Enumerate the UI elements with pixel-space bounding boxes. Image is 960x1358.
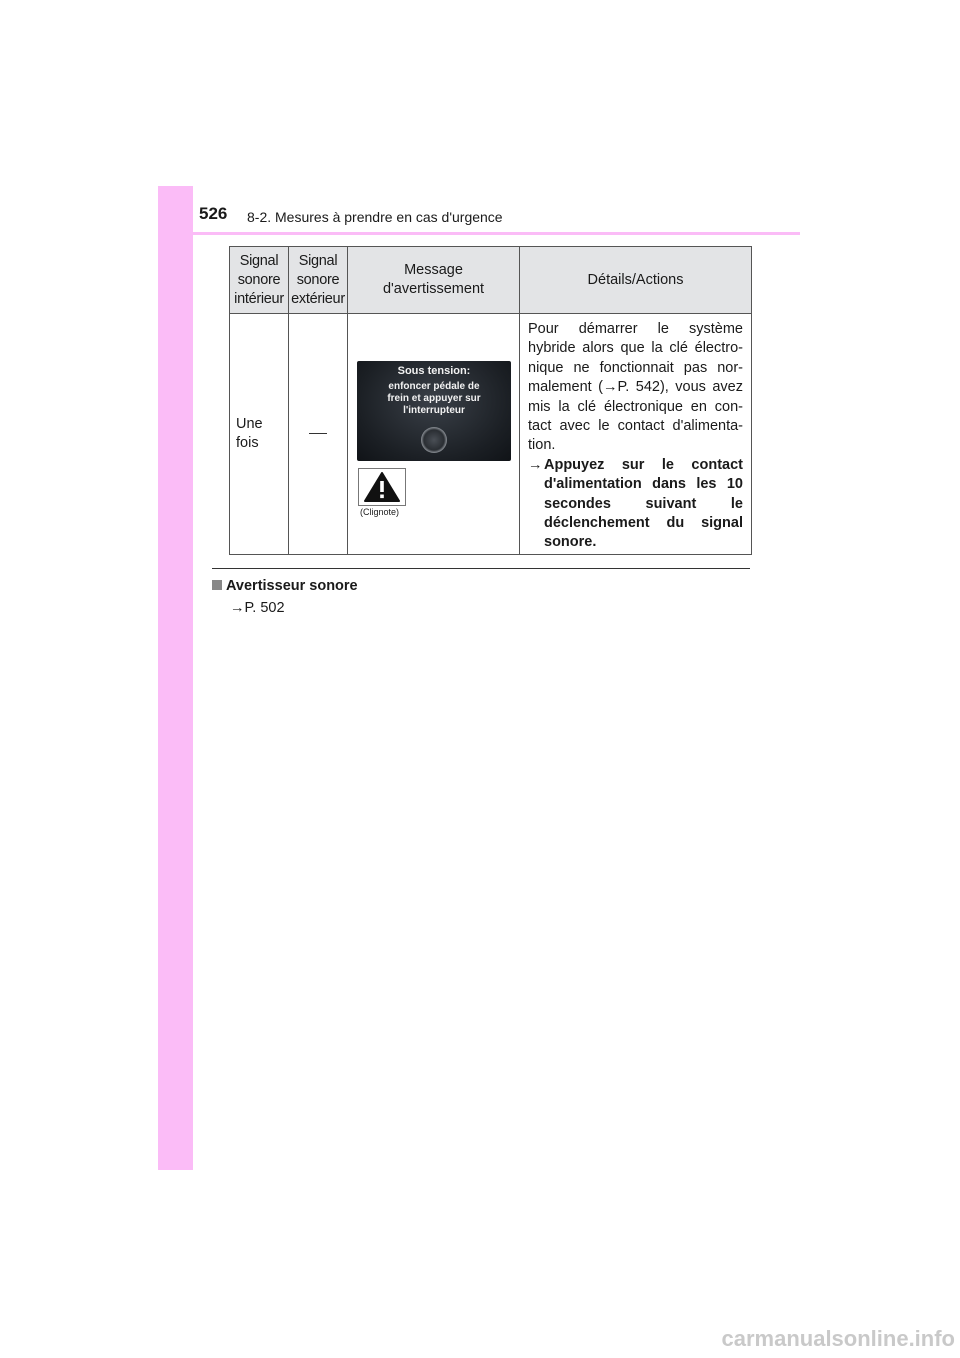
arrow-icon: → bbox=[528, 456, 543, 473]
subsection-heading: Avertisseur sonore bbox=[212, 578, 358, 594]
page-reference-link[interactable]: →P. 502 bbox=[230, 600, 285, 616]
square-bullet-icon bbox=[212, 580, 222, 590]
details-actions-cell bbox=[520, 314, 752, 555]
indicator-note: (Clignote) bbox=[360, 507, 400, 517]
power-switch-icon bbox=[421, 427, 447, 453]
warning-triangle-icon bbox=[363, 471, 401, 503]
section-title: 8-2. Mesures à prendre en cas d'urgence bbox=[247, 209, 503, 225]
exterior-buzzer-cell bbox=[289, 314, 348, 555]
page-number: 526 bbox=[199, 204, 228, 223]
chapter-tab-bar bbox=[158, 186, 193, 1170]
table-header-row bbox=[230, 247, 752, 314]
interior-buzzer-cell: Une fois bbox=[230, 314, 289, 555]
warning-message-cell bbox=[348, 314, 520, 555]
table-row bbox=[230, 314, 752, 555]
dash-icon bbox=[309, 433, 327, 434]
header-details-actions: Détails/Actions bbox=[520, 247, 752, 314]
header-rule bbox=[158, 232, 800, 235]
details-text: Pour démarrer le système hybride alors que la clé électro-nique ne fonctionnait pas nor-malement (→P. 542), vous avez mis la clé électronique en con-tact avec le contact d'alimenta-tion. bbox=[528, 321, 743, 454]
section-divider bbox=[212, 568, 750, 569]
header-warning-message: Message d'avertissement bbox=[348, 247, 520, 314]
screen-title: Sous tension: bbox=[397, 365, 471, 377]
master-warning-indicator bbox=[358, 468, 406, 506]
warning-table bbox=[229, 246, 752, 555]
header-interior-buzzer: Signal sonore intérieur bbox=[230, 247, 289, 314]
screen-message: enfoncer pédale de frein et appuyer sur l'interrupteur bbox=[387, 381, 481, 416]
watermark: carmanualsonline.info bbox=[721, 1326, 955, 1351]
display-screen-image bbox=[357, 361, 511, 461]
action-text: Appuyez sur le contact d'alimentation dans les 10 secondes suivant le déclenchement du signal sonore. bbox=[544, 456, 743, 551]
header-exterior-buzzer: Signal sonore extérieur bbox=[289, 247, 348, 314]
